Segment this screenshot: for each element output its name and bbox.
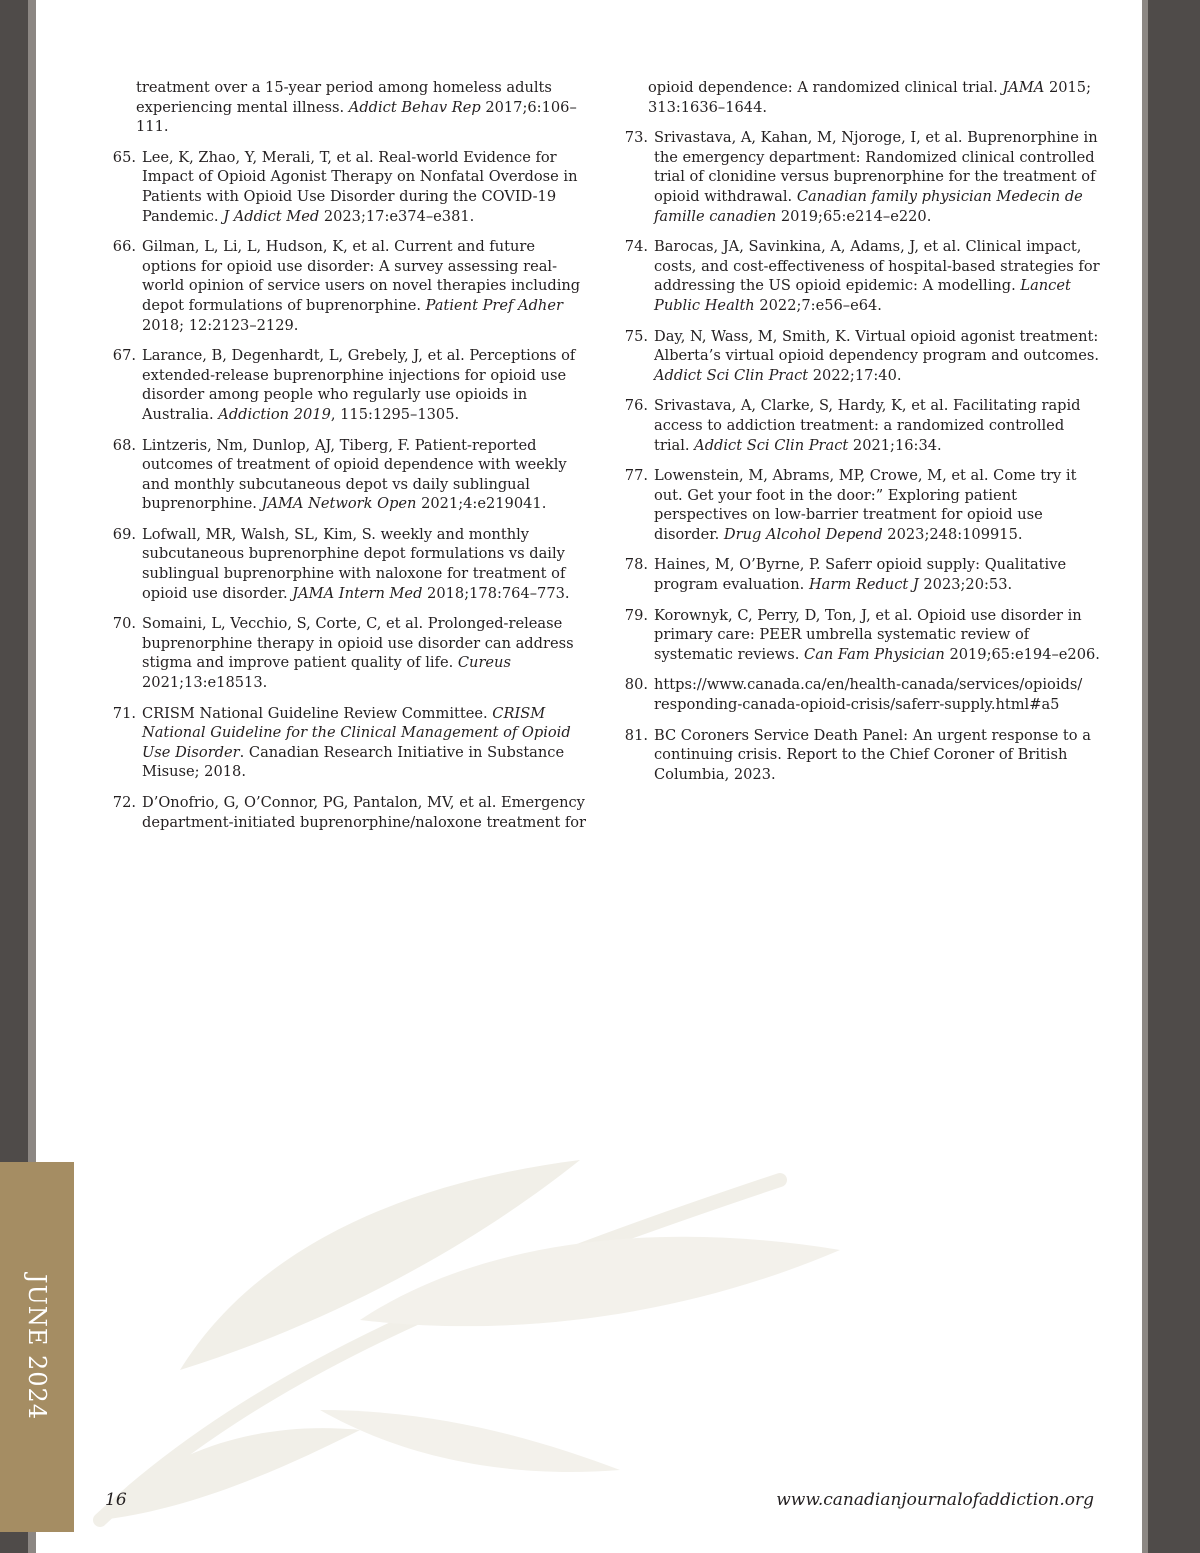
reference-number: 70. [112,615,136,633]
reference-number: 71. [112,704,136,722]
reference-segment: Haines, M, O’Byrne, P. Saferr opioid supply: Qualitative program evaluation. [654,556,1067,594]
reference-number: 69. [112,525,136,543]
reference-item [100,614,590,692]
reference-item [612,726,1102,785]
reference-source: Addict Sci Clin Pract [654,366,809,384]
reference-source: Addict Behav Rep [348,98,481,116]
reference-number: 78. [624,556,648,574]
reference-segment: . Canadian Research Initiative in Substance Misuse; 2018. [142,743,565,781]
reference-item [100,148,590,226]
page-number: 16 [105,1490,127,1510]
reference-item [612,78,1102,117]
reference-segment: Srivastava, A, Kahan, M, Njoroge, I, et al. Buprenorphine in the emergency department: Randomized clinical controlled trial of clonidine versus buprenorphine for the treatment of opioid withdrawal. [654,129,1098,205]
reference-segment: Gilman, L, Li, L, Hudson, K, et al. Current and future options for opioid use disorder: A survey assessing real-world opinion of service users on novel therapies including depot formulations of buprenorphine. [142,238,581,314]
reference-source: JAMA [1002,79,1045,96]
reference-segment: 2019;65:e214–e220. [776,207,932,225]
reference-text [654,726,1102,785]
reference-source: Drug Alcohol Depend [723,525,883,543]
reference-source: Cureus [457,654,511,672]
reference-text [136,78,590,137]
reference-item [612,675,1102,714]
date-tab-label-wrapper [0,1162,74,1532]
reference-source: JAMA Intern Med [292,584,423,602]
reference-source: Addict Sci Clin Pract [694,436,849,454]
reference-segment: Lowenstein, M, Abrams, MP, Crowe, M, et al. Come try it out. Get your foot in the door:” Exploring patient perspectives on low-barrier treatment for opioid use disorder. [654,467,1077,543]
reference-number: 66. [112,238,136,256]
reference-source: Canadian family physician Medecin de famille canadien [654,187,1083,225]
reference-number: 74. [624,238,648,256]
reference-source: Addiction 2019 [218,405,331,423]
reference-item [100,436,590,514]
reference-segment: 2019;65:e194–e206. [944,645,1100,663]
right-border-stripe [1142,0,1148,1553]
reference-item [612,555,1102,594]
reference-number: 65. [112,148,136,166]
reference-segment: Lee, K, Zhao, Y, Merali, T, et al. Real-world Evidence for Impact of Opioid Agonist Therapy on Nonfatal Overdose in Patients with Opioid Use Disorder during the COVID-19 Pandemic. [142,148,578,225]
reference-segment: 2022;17:40. [808,366,902,384]
reference-number [100,78,136,137]
reference-source: CRISM National Guideline for the Clinical Management of Opioid Use Disorder [142,704,571,761]
reference-item [100,346,590,424]
reference-segment: 2022;7:e56–e64. [754,296,882,314]
reference-item [100,704,590,782]
reference-number: 77. [624,467,648,485]
reference-segment: Lintzeris, Nm, Dunlop, AJ, Tiberg, F. Patient-reported outcomes of treatment of opioid dependence with weekly and monthly subcutaneous depot vs daily sublingual buprenorphine. [142,436,567,513]
reference-number: 81. [624,726,648,744]
reference-text [654,606,1102,665]
reference-source: Can Fam Physician [804,645,945,663]
date-tab-label: JUNE 2024 [23,1273,51,1421]
reference-item [612,396,1102,455]
reference-segment: Lofwall, MR, Walsh, SL, Kim, S. weekly and monthly subcutaneous buprenorphine depot formulations vs daily sublingual buprenorphine with naloxone for treatment of opioid use disorder. [142,525,566,602]
reference-text [654,396,1102,455]
reference-item [612,327,1102,386]
reference-segment: 2015; 313:1636–1644. [648,79,1092,116]
reference-segment: 2023;248:109915. [882,525,1023,543]
reference-segment: https://www.canada.ca/en/health-canada/services/opioids/ responding-canada-opioid-crisis/saferr-supply.html#a5 [654,676,1083,714]
reference-number [612,78,648,117]
reference-item [612,606,1102,665]
reference-text [654,555,1102,594]
reference-segment: Day, N, Wass, M, Smith, K. Virtual opioid agonist treatment: Alberta’s virtual opioid dependency program and outcomes. [654,327,1099,365]
reference-number: 75. [624,327,648,345]
reference-item [612,466,1102,544]
leaf-watermark [60,1120,960,1540]
reference-segment: Somaini, L, Vecchio, S, Corte, C, et al. Prolonged-release buprenorphine therapy in opioid use disorder can address stigma and improve patient quality of life. [142,615,574,672]
reference-segment: 2017;6:106–111. [136,98,577,136]
reference-number: 76. [624,397,648,415]
reference-item [100,237,590,335]
reference-item [100,78,590,137]
reference-source: J Addict Med [223,207,320,225]
reference-number: 73. [624,129,648,147]
reference-text [142,525,590,603]
reference-text [648,78,1102,117]
reference-text [654,327,1102,386]
reference-segment: Larance, B, Degenhardt, L, Grebely, J, et al. Perceptions of extended-release buprenorphine injections for opioid use disorder among people who regularly use opioids in Australia. [142,347,576,423]
reference-item [612,237,1102,315]
reference-number: 67. [112,347,136,365]
references-left-column [100,78,590,843]
right-border-bar [1148,0,1200,1553]
reference-item [612,128,1102,226]
reference-segment: 2023;20:53. [918,576,1013,594]
references-right-column [612,78,1102,795]
reference-text [654,237,1102,315]
reference-text [142,436,590,514]
reference-text [142,793,590,832]
reference-segment: 2021;16:34. [848,436,942,454]
reference-segment: 2018;178:764–773. [422,584,570,602]
reference-text [654,675,1102,714]
reference-segment: D’Onofrio, G, O’Connor, PG, Pantalon, MV, et al. Emergency department-initiated buprenorphine/naloxone treatment for [142,794,587,831]
reference-segment: 2018; 12:2123–2129. [142,316,299,334]
reference-segment: 2021;13:e18513. [142,674,268,692]
reference-number: 80. [624,676,648,694]
reference-segment: opioid dependence: A randomized clinical trial. [648,79,1003,96]
reference-segment: 2021;4:e219041. [416,495,547,513]
reference-source: Lancet Public Health [654,277,1071,314]
reference-segment: treatment over a 15-year period among homeless adults experiencing mental illness. [136,79,552,116]
reference-segment: CRISM National Guideline Review Committee. [142,704,493,722]
reference-text [654,466,1102,544]
reference-segment: , 115:1295–1305. [330,405,460,423]
reference-item [100,525,590,603]
reference-text [142,237,590,335]
reference-source: Harm Reduct J [808,576,919,594]
reference-segment: 2023;17:e374–e381. [319,207,475,225]
reference-segment: Korownyk, C, Perry, D, Ton, J, et al. Opioid use disorder in primary care: PEER umbrella systematic review of systematic reviews. [654,606,1082,663]
reference-segment: Barocas, JA, Savinkina, A, Adams, J, et al. Clinical impact, costs, and cost-effectiveness of hospital-based strategies for addressing the US opioid epidemic: A modelling. [654,238,1100,295]
reference-text [142,704,590,782]
reference-segment: BC Coroners Service Death Panel: An urgent response to a continuing crisis. Report to the Chief Coroner of British Columbia, 2023. [654,726,1091,783]
reference-text [142,346,590,424]
reference-number: 79. [624,606,648,624]
reference-number: 72. [112,794,136,811]
reference-text [142,614,590,692]
reference-text [654,128,1102,226]
reference-source: JAMA Network Open [261,495,417,513]
journal-website-link[interactable]: www.canadianjournalofaddiction.org [776,1490,1094,1510]
reference-segment: Srivastava, A, Clarke, S, Hardy, K, et al. Facilitating rapid access to addiction treatment: a randomized controlled trial. [654,397,1081,454]
reference-source: Patient Pref Adher [425,296,563,314]
reference-number: 68. [112,436,136,454]
reference-text [142,148,590,226]
reference-item [100,793,590,832]
